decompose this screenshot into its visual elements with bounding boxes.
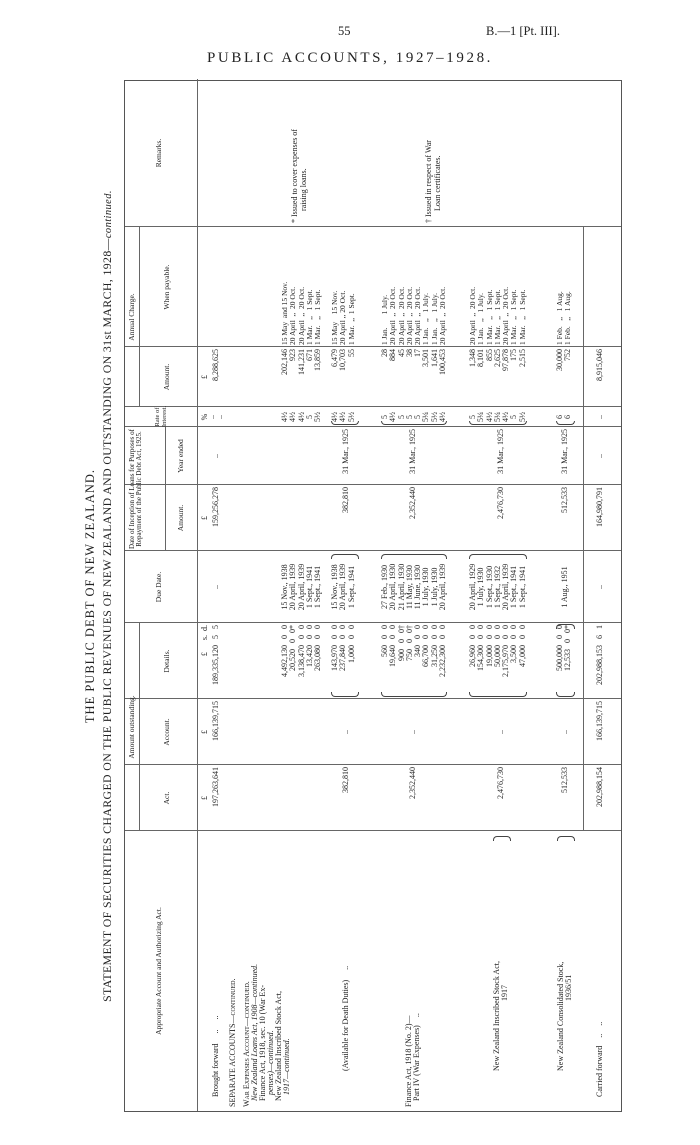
g5-label1: New Zealand Consolidated Stock, xyxy=(556,961,565,1071)
g1-due-4: 1 Sept., 1941 xyxy=(313,565,322,609)
g4-label1: New Zealand Inscribed Stock Act, xyxy=(492,961,501,1071)
g4-rate-1: 5¼ xyxy=(476,412,486,422)
cf-year-ended: .. xyxy=(595,454,604,458)
g3-act: 2,352,440 xyxy=(408,767,417,799)
g2-label: (Available for Death Duties) .. xyxy=(341,965,350,1071)
rotated-statement xyxy=(84,80,624,1112)
g4-amount-3: 2,625 xyxy=(492,349,502,367)
cf-ac-amount: 8,915,046 xyxy=(595,349,604,381)
g1-details-2: 3,138,470 0 0 xyxy=(296,625,306,677)
g3-details-2: 900 0 0† xyxy=(396,625,406,661)
g3-due-1: 20 April, 1930 xyxy=(388,563,398,611)
g4-label2: 1917 xyxy=(500,985,509,1001)
g2-details-0: 143,970 0 0 xyxy=(330,625,339,671)
bf-rate: .. xyxy=(207,415,216,419)
g3-rate-7: 4½ xyxy=(437,412,447,422)
bf-details: 189,335,120 5 5 xyxy=(211,625,220,685)
g2-payable-1: 20 April ,, 20 Oct. xyxy=(338,290,348,345)
bf-account: 166,139,715 xyxy=(211,701,220,741)
g2-act: 382,810 xyxy=(341,767,350,793)
g5-label2: 1936/51 xyxy=(564,974,573,1001)
unit-rate: % xyxy=(200,413,209,421)
g3-inc-amount: 2,352,440 xyxy=(408,487,417,519)
g3-amount-7: 100,453 xyxy=(437,349,447,375)
g3-details-1: 19,640 0 0 xyxy=(388,625,398,667)
g4-amount-1: 8,101 xyxy=(476,349,486,367)
g4-details-6: 47,000 0 0 xyxy=(517,625,527,667)
g5-inc-amount: 512,533 xyxy=(560,487,569,513)
unit-details: £ s. d. xyxy=(200,625,209,657)
g3-rate-0: 5 xyxy=(380,415,389,419)
g2-due-1: 20 April, 1939 xyxy=(338,563,348,611)
g4-payable-2: 1 Mar. ,, 1 Sept. xyxy=(484,289,494,345)
g4-amount-4: 97,878 xyxy=(501,349,510,371)
header-act: Act. xyxy=(162,791,171,805)
section-loans-act: New Zealand Loans Act, 1908—continued. xyxy=(250,963,259,1101)
g1-due-1: 20 April, 1939 xyxy=(288,563,298,611)
header-rate: Rate of Interest. xyxy=(154,405,168,427)
g3-details-6: 31,250 0 0 xyxy=(429,625,439,667)
g2-amount-1: 10,703 xyxy=(338,349,348,371)
unit-account: £ xyxy=(200,730,209,734)
g1-amount-0: 202,146 xyxy=(280,349,289,375)
page-number: 55 xyxy=(338,24,351,38)
g5-details-1: 12,533 0 0* xyxy=(563,625,573,671)
header-annual-charge: Annual Charge. xyxy=(127,293,136,341)
running-title: PUBLIC ACCOUNTS, 1927–1928. xyxy=(206,50,494,66)
g2-due-0: 15 Nov., 1938 xyxy=(330,564,339,610)
g1-due-2: 20 April, 1939 xyxy=(296,563,306,611)
g3-amount-5: 3,501 xyxy=(421,349,431,367)
header-due-date: Due Date. xyxy=(154,571,163,603)
g3-rate-2: 5 xyxy=(396,415,406,419)
g3-label1: Finance Act, 1918 (No. 2)— xyxy=(404,1015,413,1107)
g4-details-5: 3,500 0 0 xyxy=(509,625,519,663)
g2-rate-2: 5½ xyxy=(346,412,356,422)
g2-payable-2: 1 Mar. ,, 1 Sept. xyxy=(346,293,356,345)
section-finance-act: Finance Act, 1918, sec. 10 (War Ex- xyxy=(258,985,267,1101)
g3-due-2: 21 April, 1930 xyxy=(396,563,406,611)
g3-payable-4: 20 April ,, 20 Oct. xyxy=(413,286,422,345)
g3-due-5: 1 July, 1930 xyxy=(421,567,431,607)
g5-amount-1: 752 xyxy=(563,349,573,361)
g4-due-0: 20 April, 1929 xyxy=(468,563,477,611)
document-subtitle: STATEMENT OF SECURITIES CHARGED ON THE PUBLIC REVENUES OF NEW ZEALAND AND OUTSTANDING ON 31st MARCH, 1928—continued. xyxy=(100,190,114,1002)
cf-rate: .. xyxy=(595,415,604,419)
g3-rate-1: 4½ xyxy=(388,412,398,422)
g4-payable-3: 1 Mar. ,, 1 Sept. xyxy=(492,289,502,345)
g3-amount-1: 884 xyxy=(388,349,398,361)
g3-rate-6: 5½ xyxy=(429,412,439,422)
bf-rate2: .. xyxy=(215,415,224,419)
section-inscribed-stock-cont: 1917—continued. xyxy=(282,1038,291,1095)
header-when-payable: When payable. xyxy=(162,264,171,310)
cf-account: 166,139,715 xyxy=(595,701,604,741)
g5-due: 1 Aug., 1951 xyxy=(560,566,569,608)
g4-amount-6: 2,515 xyxy=(517,349,527,367)
g5-act: 512,533 xyxy=(560,767,569,793)
remark-2: † Issued in respect of War xyxy=(424,140,433,223)
cf-inc-amount: 164,980,791 xyxy=(595,487,604,527)
g2-details-1: 237,840 0 0 xyxy=(338,625,348,671)
header-details: Details. xyxy=(162,649,171,673)
g3-due-3: 11 May, 1930 xyxy=(404,565,414,609)
g1-payable-4: 1 Mar. ,, 1 Sept. xyxy=(313,289,322,345)
bf-year-ended: .. xyxy=(211,454,220,458)
g5-payable-0: 1 Feb. ,, 1 Aug. xyxy=(555,291,564,345)
g4-act: 2,476,730 xyxy=(496,767,505,799)
g1-amount-4: 13,859 xyxy=(313,349,322,371)
g3-payable-2: 20 April ,, 20 Oct. xyxy=(396,286,406,345)
g4-payable-4: 20 April ,, 20 Oct. xyxy=(501,286,510,345)
g3-year-ended: 31 Mar., 1925 xyxy=(408,429,417,474)
g3-amount-4: 17 xyxy=(413,349,422,357)
g4-due-1: 1 July, 1930 xyxy=(476,567,486,607)
header-year-ended: Year ended xyxy=(176,439,185,473)
document-title: THE PUBLIC DEBT OF NEW ZEALAND. xyxy=(83,468,97,724)
g3-rate-4: 5 xyxy=(413,415,422,419)
g2-rate-0: 4½ xyxy=(330,412,339,422)
g4-year-ended: 31 Mar., 1925 xyxy=(496,429,505,474)
g3-payable-7: 20 April ,, 20 Oct. xyxy=(437,286,447,345)
g1-payable-0: 15 May and 15 Nov. xyxy=(280,281,289,345)
g1-details-0: 4,492,130 0 0 xyxy=(280,625,289,677)
page-reference: B.—1 [Pt. III]. xyxy=(486,24,560,38)
g1-payable-2: 20 April ,, 20 Oct. xyxy=(296,286,306,345)
g4-due-2: 1 Sept., 1930 xyxy=(484,565,494,609)
remark-1-cont: raising loans. xyxy=(299,168,308,211)
g4-rate-2: 4½ xyxy=(484,412,494,422)
g5-details-0: 500,000 0 0 xyxy=(555,625,564,671)
g3-label2: Part IV (War Expenses) .. xyxy=(412,1013,421,1101)
g2-rate-1: 4½ xyxy=(338,412,348,422)
g1-rate-2: 4½ xyxy=(296,412,306,422)
section-separate-accounts: SEPARATE ACCOUNTS—continued. xyxy=(228,978,237,1107)
g4-due-4: 20 April, 1939 xyxy=(501,563,510,611)
g3-due-6: 1 July, 1930 xyxy=(429,567,439,607)
g3-details-7: 2,232,300 0 0 xyxy=(437,625,447,677)
g4-amount-0: 1,348 xyxy=(468,349,477,367)
g1-due-0: 15 Nov., 1938 xyxy=(280,564,289,610)
header-inc-amount: Amount. xyxy=(176,504,185,532)
unit-ac-amount: £ xyxy=(200,375,209,379)
g4-account: .. xyxy=(496,730,505,734)
g3-payable-1: 20 April ,, 20 Oct. xyxy=(388,286,398,345)
header-account-col: Account. xyxy=(162,718,171,746)
g3-amount-6: 1,641 xyxy=(429,349,439,367)
brought-forward-label: Brought forward .. .. xyxy=(211,1015,220,1097)
g4-due-5: 1 Sept., 1941 xyxy=(509,565,519,609)
g3-rate-3: 5 xyxy=(404,415,414,419)
bf-act: 197,263,641 xyxy=(211,767,220,807)
g1-amount-1: 923 xyxy=(288,349,298,361)
g4-rate-5: 5 xyxy=(509,415,519,419)
g4-details-1: 154,300 0 0 xyxy=(476,625,486,671)
g3-due-7: 20 April, 1939 xyxy=(437,563,447,611)
g3-details-0: 560 0 0 xyxy=(380,625,389,657)
g1-due-3: 1 Sept., 1941 xyxy=(304,565,314,609)
g1-rate-0: 4½ xyxy=(280,412,289,422)
g3-due-4: 11 June, 1930 xyxy=(413,564,422,610)
cf-act: 202,988,154 xyxy=(595,767,604,807)
g4-details-4: 2,175,970 0 0 xyxy=(501,625,510,677)
g3-amount-0: 28 xyxy=(380,349,389,357)
g3-rate-5: 5¼ xyxy=(421,412,431,422)
g3-payable-5: 1 Jan. ,, 1 July. xyxy=(421,292,431,345)
g4-rate-4: 4½ xyxy=(501,412,510,422)
g1-amount-3: 671 xyxy=(304,349,314,361)
g2-year-ended: 31 Mar., 1925 xyxy=(341,429,350,474)
g3-details-4: 340 0 0 xyxy=(413,625,422,657)
g1-details-3: 13,420 0 0 xyxy=(304,625,314,667)
g4-details-2: 19,000 0 0 xyxy=(484,625,494,667)
securities-table xyxy=(124,80,622,1112)
g5-rate-0: 6 xyxy=(555,415,564,419)
g1-rate-1: 4½ xyxy=(288,412,298,422)
g3-payable-0: 1 Jan. 1 July. xyxy=(380,294,389,345)
section-war-expenses: War Expenses Account—continued. xyxy=(242,981,251,1107)
g2-details-2: 1,000 0 0 xyxy=(346,625,356,663)
g1-details-4: 263,080 0 0 xyxy=(313,625,322,671)
g3-details-5: 66,700 0 0 xyxy=(421,625,431,667)
carried-forward-label: Carried forward .. .. xyxy=(595,1021,604,1097)
g3-account: .. xyxy=(408,730,417,734)
g3-amount-3: 38 xyxy=(404,349,414,357)
header-account: Appropriate Account and Authorizing Act. xyxy=(154,907,163,1035)
g4-due-6: 1 Sept., 1941 xyxy=(517,565,527,609)
g4-inc-amount: 2,476,730 xyxy=(496,487,505,519)
g3-amount-2: 45 xyxy=(396,349,406,357)
g4-due-3: 1 Sept., 1932 xyxy=(492,565,502,609)
unit-inc-amount: £ xyxy=(200,516,209,520)
g4-amount-2: 855 xyxy=(484,349,494,361)
g4-details-0: 26,960 0 0 xyxy=(468,625,477,667)
unit-act: £ xyxy=(200,796,209,800)
g3-payable-6: 1 Jan. ,, 1 July. xyxy=(429,292,439,345)
g2-amount-0: 6,479 xyxy=(330,349,339,367)
g2-payable-0: 15 May 15 Nov. xyxy=(330,290,339,345)
g5-rate-1: 6 xyxy=(563,415,573,419)
g4-payable-1: 1 Jan. ,, 1 July. xyxy=(476,292,486,345)
g1-payable-3: 1 Mar. ,, 1 Sept. xyxy=(304,289,314,345)
g4-rate-3: 5¼ xyxy=(492,412,502,422)
g2-amount-2: 55 xyxy=(346,349,356,357)
g4-amount-5: 175 xyxy=(509,349,519,361)
section-inscribed-stock: New Zealand Inscribed Stock Act, xyxy=(274,991,283,1101)
g5-account: .. xyxy=(560,730,569,734)
g3-details-3: 750 0 0† xyxy=(404,625,414,661)
bf-ac-amount: 8,288,625 xyxy=(211,349,220,381)
bf-due: .. xyxy=(211,585,220,589)
g4-rate-0: 5 xyxy=(468,415,477,419)
g2-due-2: 1 Sept., 1941 xyxy=(346,565,356,609)
g4-rate-6: 5½ xyxy=(517,412,527,422)
header-ac-amount: Amount. xyxy=(162,363,171,391)
g1-rate-4: 5½ xyxy=(313,412,322,422)
g1-payable-1: 20 April ,, 20 Oct. xyxy=(288,286,298,345)
cf-details: 202,988,153 6 1 xyxy=(595,625,604,685)
g5-amount-0: 30,000 xyxy=(555,349,564,371)
remark-1: * Issued to cover expenses of xyxy=(290,129,299,223)
remark-2-cont: Loan certificates. xyxy=(433,155,442,211)
header-remarks: Remarks. xyxy=(154,138,163,168)
header-amount-outstanding: Amount outstanding. xyxy=(127,695,136,759)
g5-payable-1: 1 Feb. ,, 1 Aug. xyxy=(563,291,573,345)
g3-payable-3: 20 April ,, 20 Oct. xyxy=(404,286,414,345)
g5-year-ended: 31 Mar., 1925 xyxy=(560,429,569,474)
g1-details-1: 20,520 0 0* xyxy=(288,625,298,671)
g2-account: .. xyxy=(341,730,350,734)
g1-rate-3: 5 xyxy=(304,415,314,419)
g4-payable-5: 1 Mar. ,, 1 Sept. xyxy=(509,289,519,345)
g4-details-3: 50,000 0 0 xyxy=(492,625,502,667)
header-inception: Date of Inception of Loans for Purposes of Repayment of the Public Debt Act, 1925. xyxy=(128,429,144,549)
g1-amount-2: 141,231 xyxy=(296,349,306,375)
section-finance-act-cont: penses)—continued. xyxy=(266,1030,275,1095)
g4-payable-6: 1 Mar. ,, 1 Sept. xyxy=(517,289,527,345)
g4-payable-0: 20 April ,, 20 Oct. xyxy=(468,286,477,345)
g3-due-0: 27 Feb., 1930 xyxy=(380,565,389,609)
g2-inc-amount: 382,810 xyxy=(341,487,350,513)
bf-inc-amount: 159,256,278 xyxy=(211,487,220,527)
cf-due: .. xyxy=(595,585,604,589)
